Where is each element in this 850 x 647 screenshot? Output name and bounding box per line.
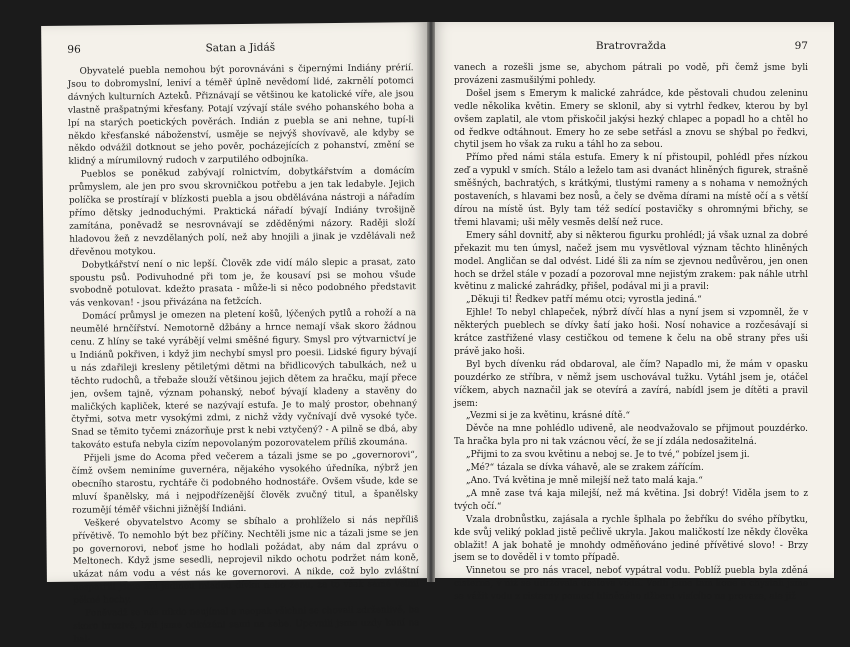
left-page-header — [67, 40, 413, 62]
book-spread — [44, 22, 834, 645]
paragraph: Vzala drobnůstku, zajásala a rychle šplhala po žebříku do svého příbytku, kde svůj veliký poklad jistě pečlivě ukryla. Jakou maličkostí lze někdy člověka oblažit! A jak bohatě je mnohdy odměňováno jediné přívětivé slovo! - Brzy jsem se to dověděl i v tomto případě. — [454, 514, 808, 564]
paragraph: Přijeli jsme do Acoma před večerem a tázali jsme se po „governorovi“, čímž ovšem neminíme guvernéra, nějakého vysokého úředníka, nýbrž jen obecního starostu, rychtáře či podobného hodnostáře. Ovšem všude, kde se mluví španělsky, má i nejpodřízenější člověk zvučný titul, a španělsky rozumějí téměř všichni jižnější Indiáni. — [71, 450, 419, 516]
right-page-body — [454, 62, 808, 604]
paragraph: Obyvatelé puebla nemohou být porovnáváni s čipernými Indiány prérií. Jsou to dobromyslní, leniví a téměř úplně nevědomí lidé, zakrnělí potomci dávných kulturních Azteků. Přiznávají se většinou ke katolické víře, ale jsou vlastně prašpatnými křesťany. Potají vzývají stále svého pohanského boha a lpí na starých poetických pověrách. Indián z puebla se ani nehne, tupí-li někdo křesťanské náboženství, usměje se nejvýš shovívavě, ale kdyby se někdo odvážil dotknout se jeho pověr, pocházejících z pohanství, změní se klidný a mírumilovný rudoch v zarputilého odbojníka. — [67, 63, 415, 168]
paragraph: Vinnetou se pro nás vracel, neboť vypátral vodu. Poblíž puebla byla zděná cisterna, v níž se udržovala dešťová voda. Vedli jsme tam koně a chystali jsme se vážit vodu z cisterny pomocí hliněného džberu visícího na provaze, ale již — [454, 566, 808, 603]
paragraph: Děvče na mne pohlédlo udiveně, ale neodvažovalo se přijmout pouzdérko. Ta hračka byla pro ni tak vzácnou věcí, že se jí zdála nedosažitelná. — [454, 424, 808, 448]
paragraph: Veškeré obyvatelstvo Acomy se sbíhalo a prohlíželo si nás nepříliš přívětivě. To nemohlo být bez příčiny. Nechtěli jsme nic a tázali jsme se jen po governorovi, neboť jsme ho hodlali požádat, aby nám dal zprávu o Meltonech. Když jsme sesedli, neprojevil nikdo ochotu podržet nám koně, ukázat nám vodu a vést nás ke governorovi. A nikde, což bylo zvláštní nespatřili jsme ani jedinou mladou dívku nebo ženu, za to však samé velmi pěkné hochy. — [72, 514, 420, 606]
paragraph: Emery sáhl dovnitř, aby si některou figurku prohlédl; já však uznal za dobré překazit mu ten úmysl, načež jsem mu vysvětloval význam těchto hliněných model. Angličan se dal odvést. Lidé šli za ním se zjevnou nedůvěrou, jen onen hoch se držel stále v pozadí a pozoroval mne nejistým zrakem: pak náhle utrhl květinu z malické zahrádky, přišel, podával mi ji a pravil: — [454, 230, 808, 293]
paragraph: Přímo před námi stála estufa. Emery k ní přistoupil, pohlédl přes nízkou zeď a vypukl v smích. Stálo a leželo tam asi dvanáct hliněných figurek, strašně směšných, bachratých, s krátkými, tlustými rameny a s nohama v nemožných postaveních, s hlavami bez nosů, a čely se dvěma dírami na místě očí a s větší dírou na místě úst. Byly tam též sedící postavičky s ohromnými břichy, se třemi hlavami; uši měly vesměs delší než ruce. — [454, 153, 808, 228]
paragraph: Pueblos se poněkud zabývají rolnictvím, dobytkářstvím a domácím průmyslem, ale jen pro svou skrovničkou potřebu a jen tak ledabyle. Jejich políčka se prostírají v blízkosti puebla a jsou obdělávána nástroji a nářadím přímo dětsky jednoduchými. Praktická nářadí bývají Indiány tvrošijně zamítána, poněvadž se nesrovnávají se zděděnými názory. Raději složí hladovou žeň z nevzdělaných polí, než aby hnojili a jinak je vzdělávali než dřevěnou motykou. — [68, 166, 416, 258]
paragraph: „Děkuji ti! Ředkev patří mému otci; vyrostla jediná.“ — [466, 295, 702, 306]
paragraph: „A mně zase tvá kaja milejší, než má květina. Jsi dobrý! Viděla jsem to z tvých očí.“ — [454, 488, 808, 512]
page-number: 96 — [67, 43, 81, 56]
paragraph: „Přijmi to za svou květinu a neboj se. Je to tvé,“ pobízel jsem ji. — [466, 450, 750, 461]
page-number: 97 — [794, 40, 808, 52]
running-title: Satan a Jidáš — [205, 41, 276, 55]
left-page — [41, 22, 433, 645]
right-page-header — [454, 40, 808, 58]
paragraph: Došel jsem s Emerym k malické zahrádce, kde pěstovali chudou zeleninu vedle několika květin. Emery se sklonil, aby si vytrhl ředkev, kterou by byl ovšem zaplatil, ale vtom přiskočil jakýsi hezký chlapec a popadl ho a chtěl ho od ředkve odtáhnout. Emery ho ze sebe setřásl a znovu se shýbal po ředkvi, chytil jsem ho však za ruku a táhl ho za sebou. — [454, 88, 808, 151]
paragraph: Poněvadž se nás nikdo neujímal a naopak všichni se chovali zdrženlivě, ba skoro hrozivě, byli jsme odkázáni sami na sebe. Upevnili jsme uzdy koní na bal- — [73, 605, 420, 645]
left-page-body — [68, 62, 420, 646]
paragraph: „Mé?“ tázala se dívka váhavě, ale se zrakem zářícím. — [466, 463, 704, 474]
book-gutter — [427, 22, 435, 582]
paragraph: Byl bych dívenku rád obdaroval, ale čím? Napadlo mi, že mám v opasku pouzdérko ze stříbra, v němž jsem uschovával tužku. Vytáhl jsem je, otáčel víčkem, abych naznačil jak se otevírá a zavírá, nabídl jsem je dítěti a pravil jsem: — [454, 359, 808, 409]
paragraph: „Ano. Tvá květina je mně milejší než tato malá kaja.“ — [466, 476, 703, 486]
right-page — [430, 22, 834, 603]
paragraph: Domácí průmysl je omezen na pletení košů, lýčených pytlů a rohoží a na neumělé hrnčířství. Nemotorně džbány a hrnce nemají však skoro žádnou cenu. Z hlíny se také vyrábějí velmi směšné figury. Smysl pro výtvarnictví je u Indiánů pokřiven, i když jim nechybí smysl pro poesii. Lidské figury bývají u nás zdařileji kresleny pětiletými dětmi na břidlicových tabulkách, než u těchto rudochů, a třebaže slouží většinou jejich dětem za hračku, mají přece jen, ovšem tajně, význam pohanský, neboť bývají kladeny a stavěny do maličkých kapliček, které se nazývají estufa. Je to malý prostor, obehnaný čtyřmi, sotva metr vysokými zdmi, z nichž vždy vyčnívají dvě vysoké tyče. Snad se těmito tyčemi znázorňuje prst k nebi vztyčený? - A pilně se dbá, aby takováto estufa nebyla cizím nepovolaným pozorovatelem příliš zkoumána. — [70, 308, 418, 452]
paragraph: vanech a rozešli jsme se, abychom pátrali po vodě, při čemž jsme byli provázeni zasmušilými pohledy. — [454, 63, 808, 86]
running-title: Bratrovražda — [595, 40, 667, 52]
paragraph: Dobytkářství není o nic lepší. Člověk zde vidí málo slepic a prasat, zato spoustu psů. Podivuhodné při tom je, že kousaví psi se mohou všude svobodně potulovat. kdežto prasata - může-li si něco podobného představit vás venkovan! - jsou přivázána na fetžcích. — [69, 256, 416, 310]
paragraph: Ejhle! To nebyl chlapeček, nýbrž dívčí hlas a nyní jsem si vzpomněl, že v některých pueblech se dívky šatí jako hoši. Nosí nohavice a rozčesávají si krátce zastřižené vlasy cestičkou od temene k čelu na obě strany přes uši právě jako hoši. — [454, 308, 808, 357]
paragraph: „Vezmi si je za květinu, krásné dítě.“ — [466, 411, 631, 422]
